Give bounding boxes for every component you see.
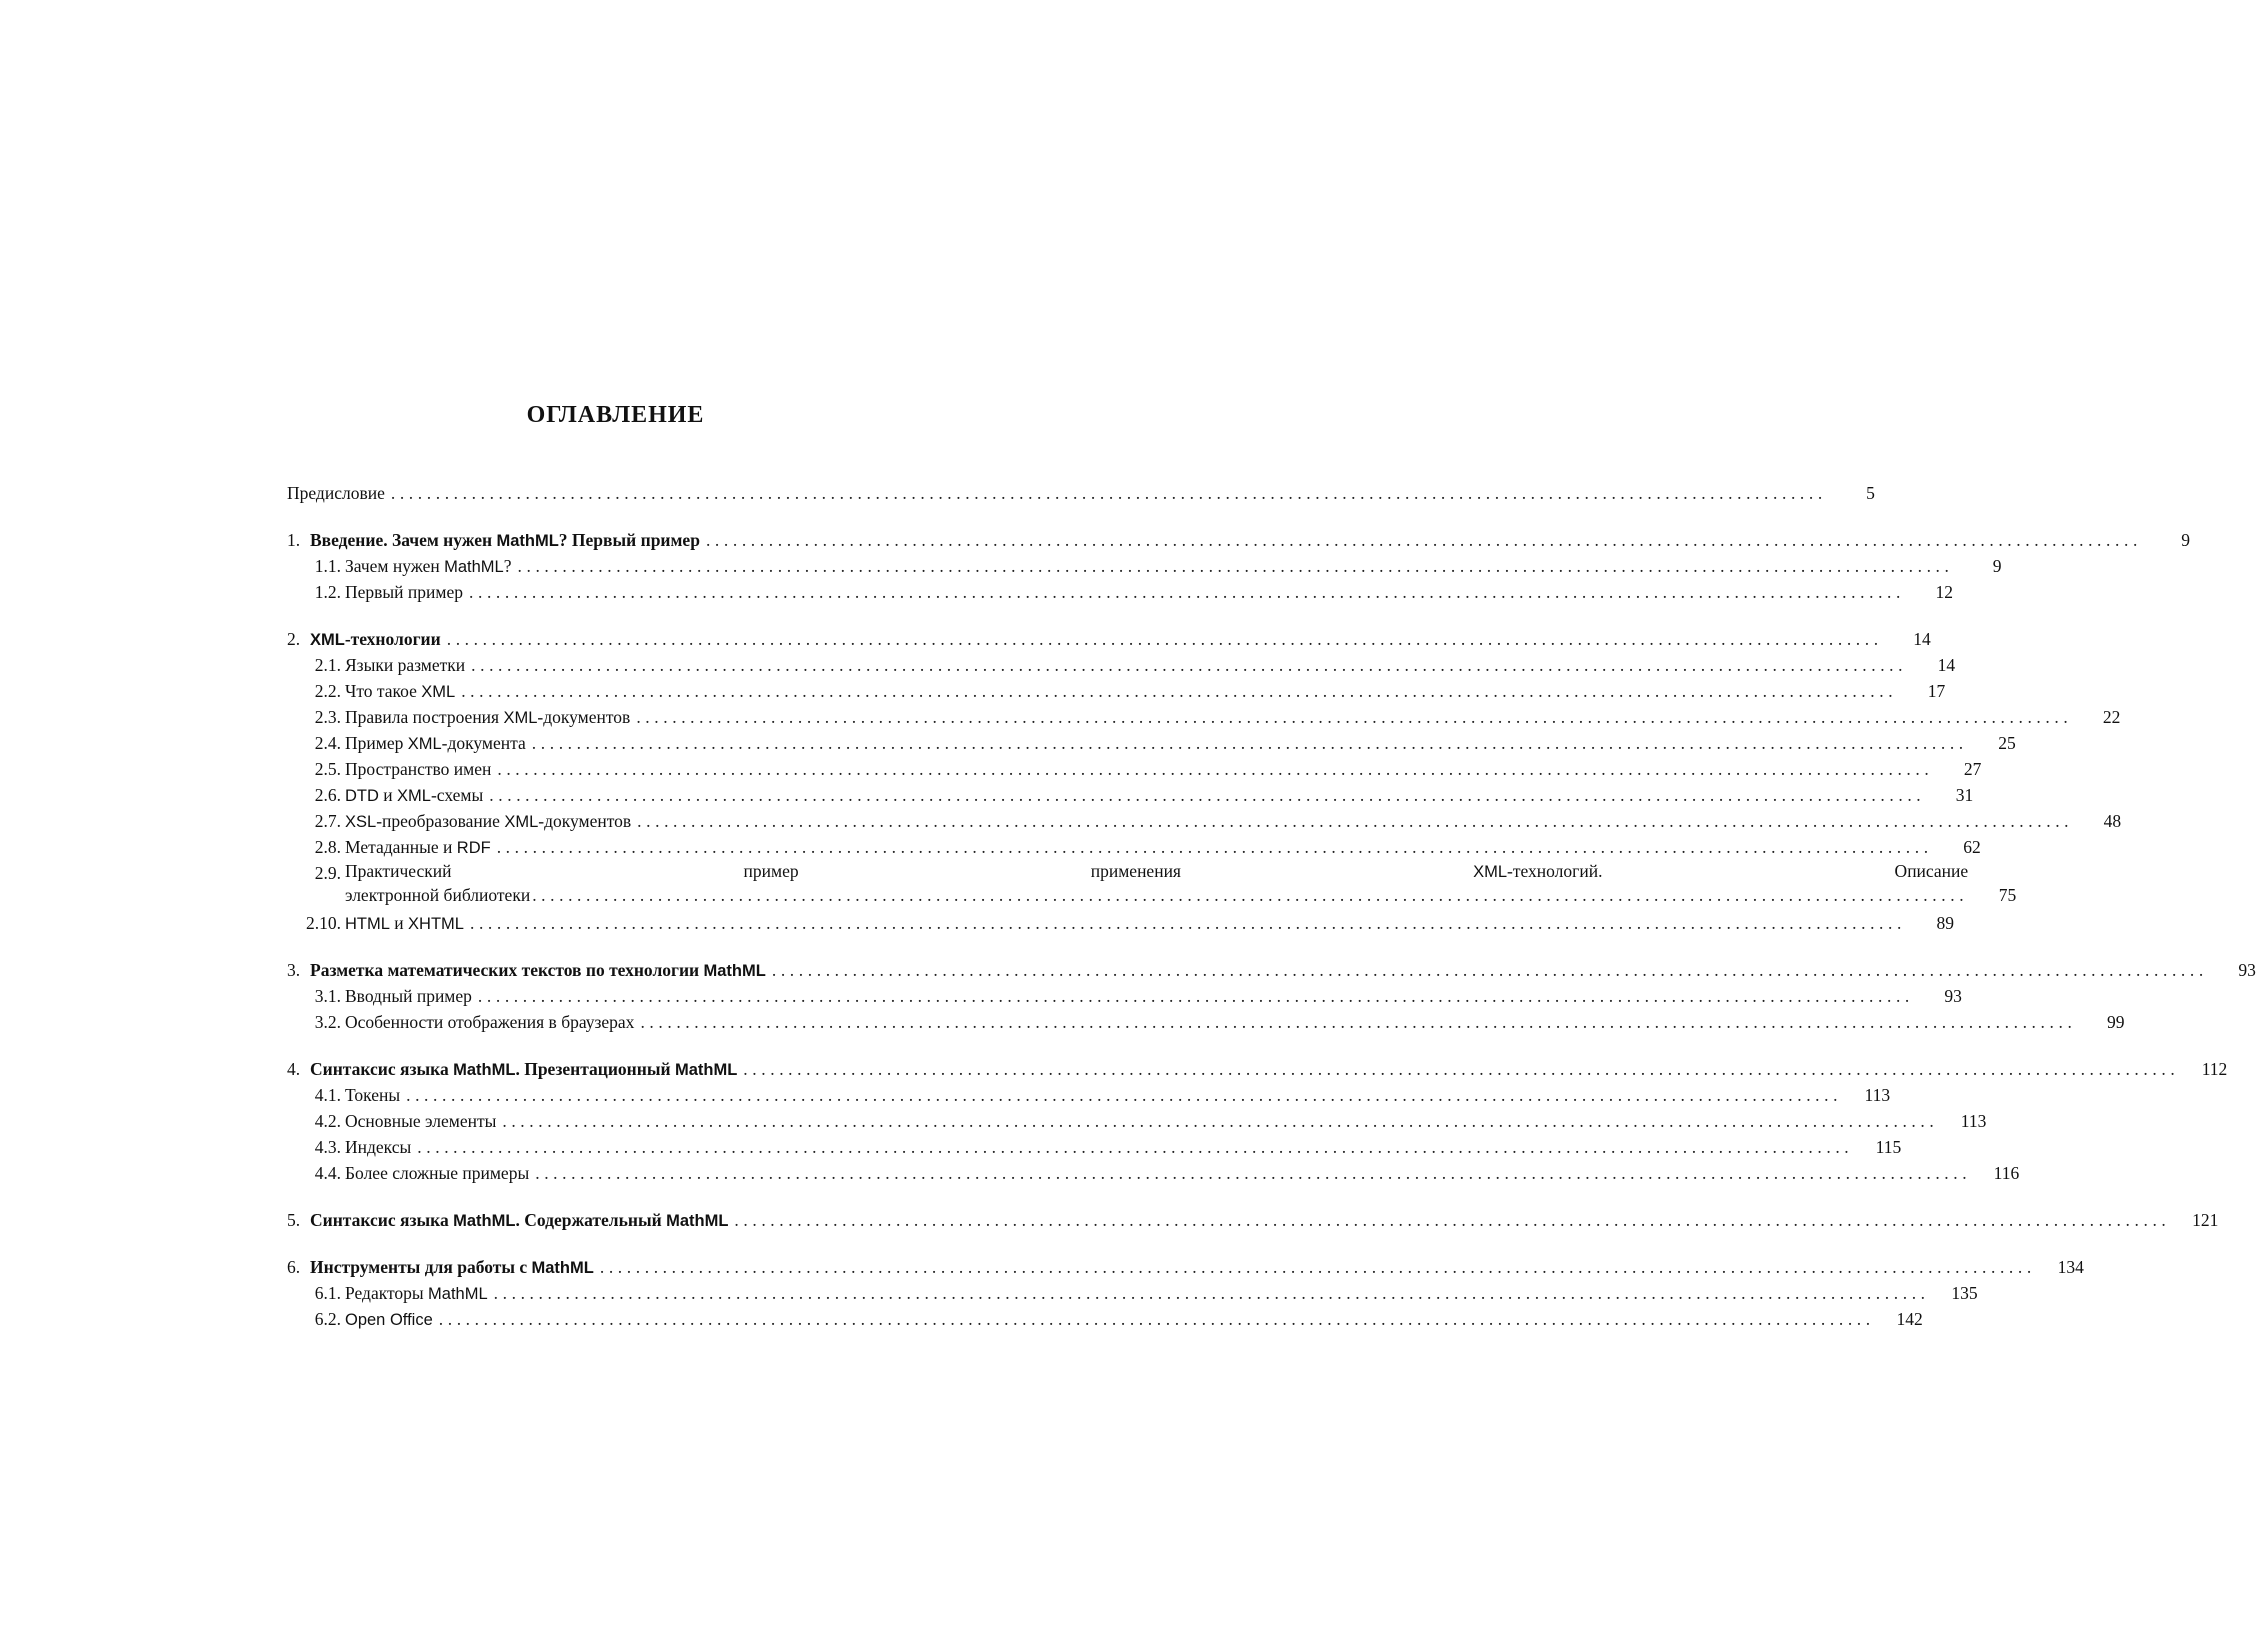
toc-page-number: 62 bbox=[1963, 837, 1981, 857]
toc-entry[interactable] bbox=[287, 983, 1962, 1009]
toc-title-part: -технологии bbox=[344, 629, 441, 649]
toc-title-part: и bbox=[378, 785, 398, 805]
toc-title-part: XHTML bbox=[408, 915, 464, 933]
toc-page-number: 14 bbox=[1937, 655, 1956, 675]
toc-page-number: 99 bbox=[2106, 1012, 2125, 1032]
toc-page-number: 93 bbox=[1944, 986, 1962, 1006]
toc-page-number: 9 bbox=[2181, 530, 2190, 550]
toc-title-part: Индексы bbox=[345, 1137, 412, 1157]
toc-title-part: XML bbox=[1473, 863, 1508, 881]
toc-page-number: 31 bbox=[1955, 785, 1974, 805]
toc-entry-title bbox=[345, 652, 465, 678]
toc-entry-number: 2.7. bbox=[314, 811, 341, 831]
toc-title-part: MathML bbox=[531, 1259, 594, 1277]
dot-leader: ................................................................................................................................................................ bbox=[636, 707, 2073, 727]
dot-leader: ................................................................................................................................................................ bbox=[705, 530, 2142, 550]
toc-entry-number: 2.2. bbox=[314, 681, 341, 701]
dot-leader: ................................................................................................................................................................ bbox=[496, 837, 1933, 857]
toc-title-part: Основные элементы bbox=[345, 1111, 497, 1131]
toc-title-part: MathML bbox=[666, 1212, 729, 1230]
toc-title-part: Зачем нужен bbox=[345, 556, 445, 576]
toc-title-part: XSL bbox=[345, 813, 377, 831]
toc-entry-title-continued bbox=[345, 882, 2016, 908]
dot-leader: ................................................................................................................................................................ bbox=[771, 960, 2208, 980]
toc-page-number: 75 bbox=[1998, 885, 2017, 905]
toc-title-part: Инструменты для работы с bbox=[310, 1257, 532, 1277]
toc-title-part: -преобразование bbox=[376, 811, 505, 831]
toc-page-number: 27 bbox=[1963, 759, 1982, 779]
toc-title-part: MathML bbox=[428, 1285, 488, 1303]
toc-entry[interactable] bbox=[287, 579, 1953, 605]
toc-entry-title bbox=[345, 704, 630, 731]
dot-leader: ................................................................................................................................................................ bbox=[461, 681, 1898, 701]
toc-title-part: ? bbox=[503, 556, 512, 576]
toc-title-part: MathML bbox=[496, 532, 559, 550]
toc-title-part: . Презентационный bbox=[515, 1059, 675, 1079]
toc-title-part: MathML bbox=[703, 962, 766, 980]
toc-title-part: XML bbox=[407, 735, 442, 753]
toc-title-part: XML bbox=[504, 813, 539, 831]
toc-page-number: 89 bbox=[1936, 913, 1954, 933]
toc-title-part: Вводный пример bbox=[345, 986, 472, 1006]
dot-leader: ................................................................................................................................................................ bbox=[489, 785, 1926, 805]
toc-page-number: 9 bbox=[1992, 556, 2002, 576]
toc-entry-title bbox=[345, 782, 483, 809]
toc-title-part: Особенности отображения в браузерах bbox=[345, 1012, 635, 1032]
toc-entry[interactable] bbox=[287, 480, 1875, 506]
toc-entry-title bbox=[345, 1009, 634, 1035]
toc-entry-number: 3.2. bbox=[314, 1012, 341, 1032]
toc-title-part: и bbox=[389, 913, 409, 933]
dot-leader: ................................................................................................................................................................ bbox=[417, 1137, 1854, 1157]
toc-entry-number: 4. bbox=[287, 1059, 301, 1079]
toc-title-part: MathML bbox=[453, 1212, 516, 1230]
toc-title-part: ? Первый пример bbox=[558, 530, 700, 550]
toc-title-part: MathML bbox=[453, 1061, 516, 1079]
toc-entry-title bbox=[345, 860, 2016, 882]
toc-title-part: Более сложные примеры bbox=[345, 1163, 530, 1183]
toc-entry-number: 2.5. bbox=[314, 759, 341, 779]
toc-title-part: MathML bbox=[444, 558, 504, 576]
toc-title-part: RDF bbox=[456, 839, 491, 857]
toc-entry-title bbox=[345, 834, 491, 861]
toc-entry-number: 2. bbox=[287, 629, 301, 649]
toc-title-part: -документа bbox=[441, 733, 526, 753]
dot-leader: ................................................................................................................................................................ bbox=[532, 885, 1969, 905]
toc-entry[interactable] bbox=[287, 1207, 2219, 1233]
toc-entry-title bbox=[310, 527, 700, 554]
toc-entry[interactable] bbox=[287, 652, 1956, 678]
toc-entry[interactable] bbox=[287, 1134, 1902, 1160]
toc-entry-title bbox=[310, 1254, 594, 1281]
toc-title-part: XML bbox=[397, 787, 431, 805]
table-of-contents bbox=[287, 480, 2256, 1332]
toc-entry[interactable] bbox=[287, 527, 2190, 553]
toc-entry[interactable] bbox=[287, 756, 1982, 782]
toc-title-part: Правила построения bbox=[345, 707, 504, 727]
toc-page-number: 142 bbox=[1896, 1309, 1923, 1329]
toc-entry-number: 2.10. bbox=[306, 913, 341, 933]
toc-title-part: XML bbox=[310, 631, 345, 649]
toc-title-part: Метаданные и bbox=[345, 837, 457, 857]
toc-title-part: -документов bbox=[537, 707, 631, 727]
toc-title-part: MathML bbox=[674, 1061, 738, 1079]
toc-entry-number: 1.1. bbox=[314, 556, 341, 576]
toc-entry[interactable] bbox=[287, 553, 2002, 579]
toc-title-part: Что такое bbox=[345, 681, 422, 701]
toc-page-number: 116 bbox=[1993, 1163, 2020, 1183]
toc-entry-title bbox=[345, 553, 512, 580]
dot-leader: ................................................................................................................................................................ bbox=[637, 811, 2074, 831]
toc-page-number: 5 bbox=[1866, 483, 1875, 503]
toc-entry[interactable] bbox=[287, 678, 1946, 704]
toc-entry[interactable] bbox=[287, 808, 2122, 834]
toc-entry[interactable] bbox=[287, 1280, 1978, 1306]
toc-title-part: . Содержательный bbox=[515, 1210, 667, 1230]
toc-title-part: Токены bbox=[345, 1085, 401, 1105]
dot-leader: ................................................................................................................................................................ bbox=[517, 556, 1954, 576]
toc-entry-title bbox=[345, 1160, 529, 1186]
toc-entry-title bbox=[345, 1306, 433, 1333]
toc-entry-title bbox=[345, 678, 455, 705]
toc-page-number: 12 bbox=[1935, 582, 1953, 602]
toc-page-number: 17 bbox=[1927, 681, 1946, 701]
toc-entry-title bbox=[345, 983, 472, 1009]
toc-page-number: 113 bbox=[1960, 1111, 1987, 1131]
dot-leader: ................................................................................................................................................................ bbox=[471, 655, 1908, 675]
toc-entry-number: 2.6. bbox=[314, 785, 341, 805]
dot-leader: ................................................................................................................................................................ bbox=[477, 986, 1914, 1006]
toc-entry-title bbox=[345, 756, 491, 782]
toc-entry-number: 4.4. bbox=[314, 1163, 341, 1183]
toc-page-number: 22 bbox=[2102, 707, 2121, 727]
toc-entry-title bbox=[345, 1280, 488, 1307]
toc-entry-title bbox=[310, 957, 766, 984]
toc-title-part: Языки разметки bbox=[345, 655, 466, 675]
toc-entry-number: 4.2. bbox=[314, 1111, 341, 1131]
toc-entry-title bbox=[345, 910, 464, 937]
toc-page-number: 113 bbox=[1864, 1085, 1891, 1105]
toc-title-part: Open Office bbox=[345, 1311, 433, 1329]
dot-leader: ................................................................................................................................................................ bbox=[734, 1210, 2171, 1230]
toc-page-number: 121 bbox=[2192, 1210, 2219, 1230]
dot-leader: ................................................................................................................................................................ bbox=[493, 1283, 1930, 1303]
toc-title-part: -технологий. Описание bbox=[1507, 861, 1969, 881]
toc-title-part: Синтаксис языка bbox=[310, 1059, 454, 1079]
toc-title-part: -документов bbox=[538, 811, 632, 831]
toc-entry-body bbox=[345, 860, 2016, 908]
toc-entry-title-line2: электронной библиотеки bbox=[345, 885, 531, 905]
dot-leader: ................................................................................................................................................................ bbox=[446, 629, 1883, 649]
dot-leader: ................................................................................................................................................................ bbox=[535, 1163, 1972, 1183]
toc-entry-number: 2.4. bbox=[314, 733, 341, 753]
toc-entry-title bbox=[345, 1134, 411, 1160]
toc-entry-number: 2.8. bbox=[314, 837, 341, 857]
toc-entry-title bbox=[345, 1108, 496, 1134]
toc-entry[interactable] bbox=[287, 1306, 1923, 1332]
toc-entry-title: Предисловие bbox=[287, 483, 385, 503]
toc-page-number: 112 bbox=[2201, 1059, 2228, 1079]
toc-entry[interactable] bbox=[287, 910, 1954, 936]
dot-leader: ................................................................................................................................................................ bbox=[469, 582, 1905, 602]
toc-entry-number: 1. bbox=[287, 530, 301, 550]
toc-entry-number: 4.1. bbox=[314, 1085, 341, 1105]
toc-entry-title bbox=[310, 1056, 737, 1083]
toc-entry-number: 6.2. bbox=[314, 1309, 341, 1329]
toc-entry[interactable] bbox=[287, 1082, 1891, 1108]
toc-entry[interactable] bbox=[287, 626, 1931, 652]
dot-leader: ................................................................................................................................................................ bbox=[406, 1085, 1843, 1105]
dot-leader: ................................................................................................................................................................ bbox=[531, 733, 1968, 753]
toc-page-number: 14 bbox=[1913, 629, 1931, 649]
toc-title-part: Редакторы bbox=[345, 1283, 429, 1303]
toc-entry-title bbox=[345, 730, 526, 757]
toc-title-part: Введение. Зачем нужен bbox=[310, 530, 497, 550]
toc-entry-number: 2.1. bbox=[314, 655, 341, 675]
toc-entry-number: 3. bbox=[287, 960, 301, 980]
toc-entry-number: 6. bbox=[287, 1257, 301, 1277]
dot-leader: ................................................................................................................................................................ bbox=[502, 1111, 1939, 1131]
toc-title-part: DTD bbox=[345, 787, 379, 805]
toc-page-number: 135 bbox=[1951, 1283, 1978, 1303]
toc-title-part: Пример bbox=[345, 733, 408, 753]
toc-title-part: Синтаксис языка bbox=[310, 1210, 454, 1230]
dot-leader: ................................................................................................................................................................ bbox=[640, 1012, 2077, 1032]
toc-title-part: Пространство имен bbox=[345, 759, 492, 779]
toc-entry-number: 2.3. bbox=[314, 707, 341, 727]
toc-title-part: Первый пример bbox=[345, 582, 463, 602]
toc-entry-title bbox=[345, 808, 631, 835]
toc-title-part: XML bbox=[503, 709, 538, 727]
toc-entry[interactable] bbox=[287, 1160, 2020, 1186]
toc-page-number: 25 bbox=[1998, 733, 2016, 753]
dot-leader: ................................................................................................................................................................ bbox=[497, 759, 1934, 779]
toc-entry[interactable] bbox=[287, 834, 1981, 860]
dot-leader: ................................................................................................................................................................ bbox=[438, 1309, 1875, 1329]
toc-entry[interactable] bbox=[287, 730, 2016, 756]
toc-entry-number: 5. bbox=[287, 1210, 301, 1230]
toc-entry[interactable] bbox=[287, 957, 2256, 983]
toc-title-part: Практический пример применения bbox=[345, 861, 1474, 881]
toc-entry[interactable] bbox=[287, 860, 2017, 910]
toc-entry-title bbox=[310, 1207, 728, 1234]
toc-entry-title bbox=[345, 1082, 400, 1108]
toc-entry[interactable] bbox=[287, 1056, 2228, 1082]
toc-page-number: 48 bbox=[2103, 811, 2122, 831]
toc-title-part: HTML bbox=[345, 915, 390, 933]
toc-entry-number: 1.2. bbox=[314, 582, 341, 602]
page-title: ОГЛАВЛЕНИЕ bbox=[526, 402, 705, 428]
dot-leader: ................................................................................................................................................................ bbox=[743, 1059, 2180, 1079]
toc-entry-number: 6.1. bbox=[314, 1283, 341, 1303]
toc-page-number: 134 bbox=[2057, 1257, 2084, 1277]
toc-page-number: 93 bbox=[2238, 960, 2256, 980]
toc-entry-number: 4.3. bbox=[314, 1137, 341, 1157]
dot-leader: ................................................................................................................................................................ bbox=[390, 483, 1827, 503]
toc-entry-title bbox=[310, 626, 441, 653]
toc-title-part: XML bbox=[421, 683, 456, 701]
toc-entry[interactable] bbox=[287, 704, 2121, 730]
toc-title-part: Разметка математических текстов по технологии bbox=[310, 960, 704, 980]
toc-entry[interactable] bbox=[287, 1009, 2125, 1035]
toc-title-part: -схемы bbox=[430, 785, 484, 805]
dot-leader: ................................................................................................................................................................ bbox=[599, 1257, 2036, 1277]
dot-leader: ................................................................................................................................................................ bbox=[469, 913, 1906, 933]
toc-entry[interactable] bbox=[287, 1108, 1987, 1134]
toc-entry[interactable] bbox=[287, 1254, 2084, 1280]
toc-entry-number: 2.9. bbox=[314, 863, 341, 883]
toc-entry[interactable] bbox=[287, 782, 1974, 808]
toc-page-number: 115 bbox=[1875, 1137, 1902, 1157]
toc-entry-title bbox=[345, 579, 463, 605]
toc-entry-number: 3.1. bbox=[314, 986, 341, 1006]
